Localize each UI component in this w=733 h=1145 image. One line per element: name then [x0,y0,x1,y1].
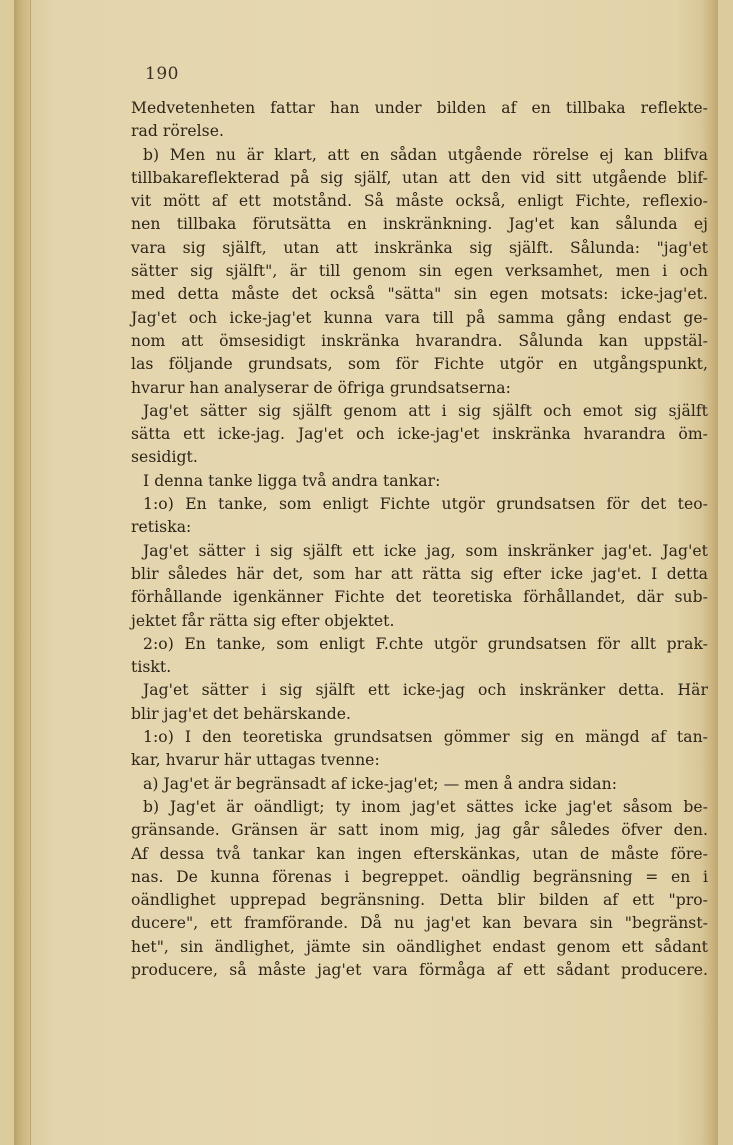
text-line: oändlighet upprepad begränsning. Detta blir bilden af ett "pro- [131,891,708,910]
text-line: blir jag'et det behärskande. [131,704,352,723]
text-line: Jag'et och icke-jag'et kunna vara till på samma gång endast ge- [131,308,708,327]
text-line: rad rörelse. [131,122,224,141]
text-line: I denna tanke ligga två andra tankar: [143,471,441,490]
text-line: sätter sig själft", är till genom sin egen verksamhet, men i och [131,262,708,281]
text-line: retiska: [131,518,192,537]
text-line: Jag'et sätter i sig själft ett icke jag, som inskränker jag'et. Jag'et [143,541,708,560]
text-line: Medvetenheten fattar han under bilden af en tillbaka reflekte- [131,99,708,117]
text-line: nom att ömsesidigt inskränka hvarandra. Sålunda kan uppstäl- [131,331,708,350]
text-line: vit mött af ett motstånd. Så måste också, enligt Fichte, reflexio- [131,192,708,211]
text-line: Af dessa två tankar kan ingen efterskänkas, utan de måste före- [131,844,708,863]
text-line: Jag'et sätter sig själft genom att i sig själft och emot sig själft [143,401,708,420]
text-line: ducere", ett framförande. Då nu jag'et kan bevara sin "begränst- [131,914,708,933]
text-line: kar, hvarur här uttagas tvenne: [131,751,380,770]
text-line: nen tillbaka förutsätta en inskränkning. Jag'et kan sålunda ej [131,215,708,234]
text-line: jektet får rätta sig efter objektet. [131,611,395,630]
text-line: het", sin ändlighet, jämte sin oändlighet endast genom ett sådant [131,937,708,956]
text-line: 1:o) En tanke, som enligt Fichte utgör grundsatsen för det teo- [143,495,708,514]
text-line: gränsande. Gränsen är satt inom mig, jag går således öfver den. [131,821,708,840]
text-line: sätta ett icke-jag. Jag'et och icke-jag'et inskränka hvarandra öm- [131,425,708,444]
text-line: b) Jag'et är oändligt; ty inom jag'et sättes icke jag'et såsom be- [143,797,708,816]
page-number: 190 [145,64,179,84]
text-line: 2:o) En tanke, som enligt F.chte utgör grundsatsen för allt prak- [143,634,708,653]
text-line: tiskt. [131,658,172,677]
text-line: nas. De kunna förenas i begreppet. oändlig begränsning = en i [131,867,708,886]
text-line: förhållande igenkänner Fichte det teoretiska förhållandet, där sub- [131,588,708,607]
text-line: tillbakareflekterad på sig själf, utan att den vid sitt utgående blif- [131,168,708,187]
text-line: med detta måste det också "sätta" sin egen motsats: icke-jag'et. [131,285,708,304]
text-line: b) Men nu är klart, att en sådan utgående rörelse ej kan blifva [143,145,708,164]
text-line: blir således här det, som har att rätta sig efter icke jag'et. I detta [131,564,708,583]
text-line: Jag'et sätter i sig själft ett icke-jag och inskränker detta. Här [143,681,708,700]
body-text [131,97,708,982]
text-line: sesidigt. [131,448,198,467]
text-line: hvarur han analyserar de öfriga grundsatserna: [131,378,511,397]
page-spine-edge [14,0,31,1145]
text-line: vara sig själft, utan att inskränka sig själft. Sålunda: "jag'et [131,238,708,257]
text-line: las följande grundsats, som för Fichte utgör en utgångspunkt, [131,355,708,374]
text-line: 1:o) I den teoretiska grundsatsen gömmer sig en mängd af tan- [143,728,708,747]
text-line: producere, så måste jag'et vara förmåga af ett sådant producere. [131,960,708,979]
text-line: a) Jag'et är begränsadt af icke-jag'et; — men å andra sidan: [143,774,618,793]
